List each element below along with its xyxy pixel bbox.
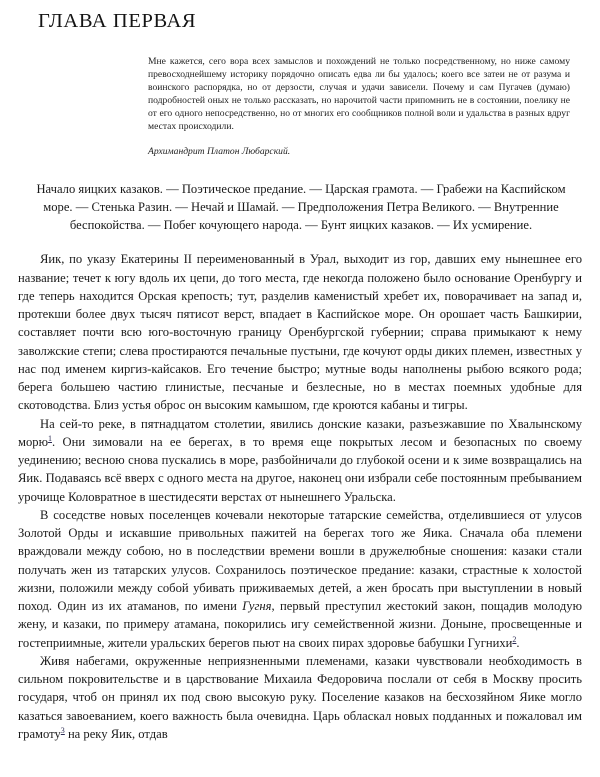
footnote-ref-2[interactable]: 2	[512, 634, 517, 644]
paragraph-4-text-before: Живя набегами, окруженные неприязненными племенами, казаки чувствовали необходимость в сильном покровительстве и в царствование Михаила Федоровича послали от себя в Москву просить государя, чтоб он принял их под свою высокую руку. Поселение казаков на бесхозяйном Яике могло казаться завоеванием, коего важность была очевидна. Царь обласкал новых подданных и пожаловал им грамоту	[18, 653, 582, 741]
epigraph-block	[0, 34, 600, 158]
paragraph-3-text-part1: В соседстве новых поселенцев кочевали некоторые татарские семейства, отделившиеся от улусов Золотой Орды и искавшие привольных пажитей на берегах того же Яика. Сначала оба племени враждовали между собою, но в последствии времени вошли в дружелюбные сношения: казаки стали получать жен из татарских улусов. Сохранилось поэтическое предание: казаки, страстные к холостой жизни, положили между собой убивать приживаемых детей, а жен бросать при выступлении в новый поход. Один из их атаманов, по имени	[18, 507, 582, 614]
footnote-ref-1[interactable]: 1	[47, 433, 52, 443]
epigraph-attribution: Архимандрит Платон Любарский.	[148, 145, 291, 157]
page-title: ГЛАВА ПЕРВАЯ	[38, 10, 197, 32]
footnote-ref-3[interactable]: 3	[60, 725, 65, 735]
paragraph-4-text-after: на реку Яик, отдав	[64, 726, 168, 741]
paragraph-3-text-part3: .	[516, 635, 520, 650]
epigraph-text: Мне кажется, сего вора всех замыслов и похождений не только посредственному, но ниже самому превосходнейшему историку порядочно описать едва ли бы удалось; коего все затеи не от разума и воинского распорядка, но от дерзости, случая и удачи зависели. Почему и сам Пугачев (думаю) подробностей оных не только рассказать, но нарочитой части припомнить не в состоянии, поелику не от его одного непосредственно, но от многих его сообщников полной воли и удальства в разных вдруг местах происходили.	[148, 55, 570, 132]
paragraph-4	[18, 652, 582, 743]
chapter-summary: Начало яицких казаков. — Поэтическое предание. — Царская грамота. — Грабежи на Каспийском море. — Стенька Разин. — Нечай и Шамай. — Предположения Петра Великого. — Внутренние беспокойства. — Побег кочующего народа. — Бунт яицких казаков. — Их усмирение.	[36, 181, 566, 233]
paragraph-2	[18, 415, 582, 506]
body-text	[0, 234, 600, 743]
paragraph-1-text: Яик, по указу Екатерины II переименованный в Урал, выходит из гор, давших ему нынешнее его название; течет к югу вдоль их цепи, до того места, где некогда положено было основание Оренбургу и где теперь находится Орская крепость; тут, разделив каменистый хребет их, поворачивает на запад и, протекши более двух тысяч пятисот верст, впадает в Каспийское море. Он орошает часть Башкирии, составляет почти всю юго-восточную границу Оренбургской губернии; справа примыкают к нему заволжские степи; слева простираются печальные пустыни, где кочуют орды диких племен, известных у нас под именем киргиз-кайсаков. Его течение быстро; мутные воды наполнены рыбою всякого рода; берега большею частию глинистые, песчаные и безлесные, но в местах поемных удобные для скотоводства. Близ устья оброс он высоким камышом, где кроются кабаны и тигры.	[18, 252, 582, 413]
paragraph-1	[18, 250, 582, 414]
paragraph-3-text-part2: , первый преступил жестокий закон, пощадив молодую жену, и казаки, по примеру атамана, покорились игу семейственной жизни. Доныне, просвещенные и гостеприимные, жители уральских берегов пьют на своих пирах здоровье бабушки Гугнихи	[18, 599, 582, 650]
paragraph-2-text-before: На сей-то реке, в пятнадцатом столетии, явились донские казаки, разъезжавшие по Хвалынскому морю	[18, 416, 582, 449]
paragraph-2-text-after: . Они зимовали на ее берегах, в то время еще покрытых лесом и безопасных по своему уединению; весною снова пускались в море, разбойничали до глубокой осени и к зиме возвращались на Яик. Подаваясь всё вверх с одного места на другое, наконец они избрали себе постоянным пребыванием урочище Коловратное в шестидесяти верстах от нынешнего Уральска.	[18, 434, 582, 504]
paragraph-3	[18, 506, 582, 652]
paragraph-3-name-emphasis: Гугня	[242, 599, 272, 614]
